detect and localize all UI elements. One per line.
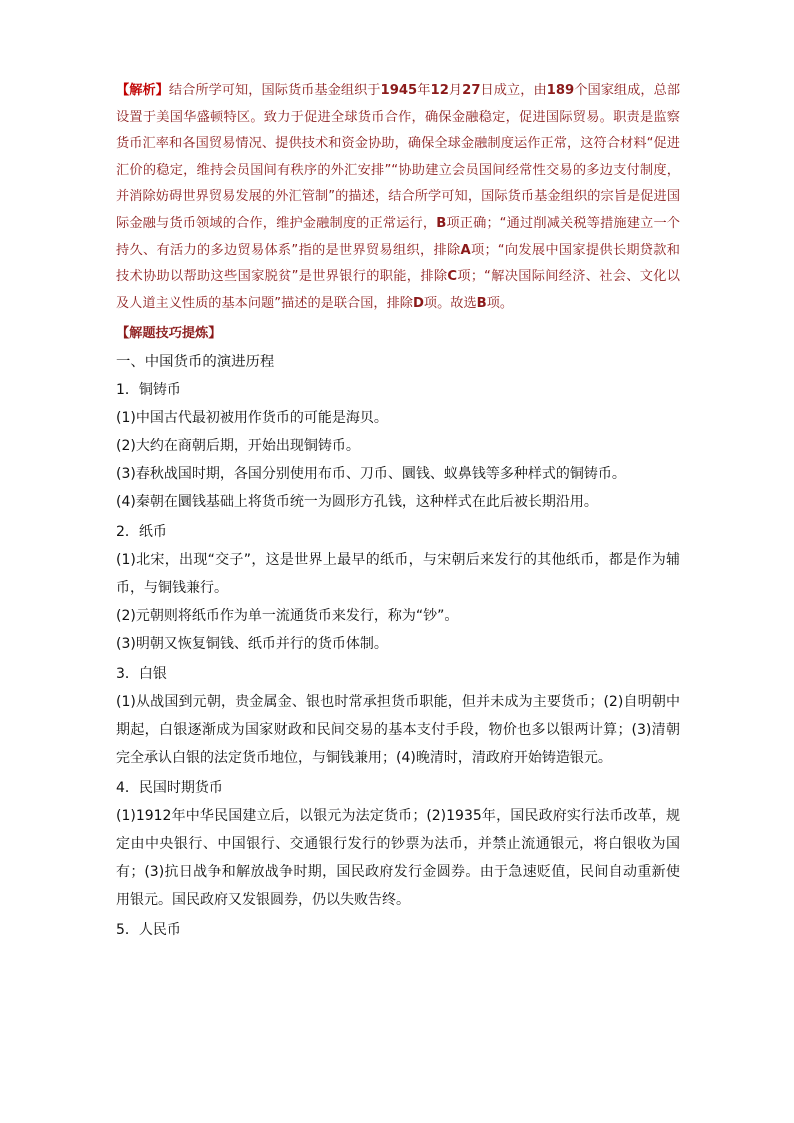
analysis-text-3: 月 — [448, 83, 463, 98]
analysis-text-10: 项。 — [486, 295, 514, 311]
analysis-option-b: B — [436, 215, 447, 231]
analysis-text-1: 结合所学可知，国际货币基金组织于 — [168, 83, 381, 98]
analysis-count: 189 — [546, 83, 575, 98]
list-item: (1)从战国到元朝，贵金属金、银也时常承担货币职能，但并未成为主要货币；(2)自明朝中期起，白银逐渐成为国家财政和民间交易的基本支付手段，物价也多以银两计算；(3)清朝完全承认白银的法定货币地位，与铜钱兼用；(4)晚清时，清政府开始铸造银元。 — [116, 693, 680, 766]
analysis-paragraph — [116, 78, 680, 317]
analysis-option-b-final: B — [476, 295, 487, 311]
list-item: (3)明朝又恢复铜钱、纸币并行的货币体制。 — [116, 635, 388, 652]
analysis-text-6: 项正确；“通过削减关税等措施建立一个持久、有活力的多边贸易体系”指的是世界贸易组织，排除 — [116, 215, 680, 258]
analysis-text-2: 年 — [417, 83, 431, 98]
analysis-year: 1945 — [380, 83, 418, 98]
list-item: (2)大约在商朝后期，开始出现铜铸币。 — [116, 437, 360, 454]
analysis-option-a: A — [460, 242, 471, 258]
section-title-rmb: 5．人民币 — [116, 921, 181, 938]
analysis-day: 27 — [462, 83, 481, 98]
analysis-option-c: C — [447, 269, 458, 285]
list-item: (3)春秋战国时期，各国分别使用布币、刀币、圜钱、蚁鼻钱等多种样式的铜铸币。 — [116, 465, 626, 482]
section-title-republic-era: 4．民国时期货币 — [116, 779, 223, 796]
list-item: (1)1912年中华民国建立后，以银元为法定货币；(2)1935年，国民政府实行法币改革，规定由中央银行、中国银行、交通银行发行的钞票为法币，并禁止流通银元，将白银收为国有；(3)抗日战争和解放战争时期，国民政府发行金圆券。由于急速贬值，民间自动重新使用银元。国民政府又发银圆券，仍以失败告终。 — [116, 807, 680, 908]
list-item: (1)中国古代最初被用作货币的可能是海贝。 — [116, 409, 388, 426]
analysis-month: 12 — [430, 83, 449, 98]
list-item: (4)秦朝在圜钱基础上将货币统一为圆形方孔钱，这种样式在此后被长期沿用。 — [116, 493, 598, 510]
section-title-silver: 3．白银 — [116, 665, 167, 682]
analysis-text-5: 个国家组成，总部设置于美国华盛顿特区。致力于促进全球货币合作，确保金融稳定，促进国际贸易。职责是监察货币汇率和各国贸易情况、提供技术和资金协助，确保全球金融制度运作正常，这符合材料“促进汇价的稳定，维持会员国间有秩序的外汇安排”“协助建立会员国间经常性交易的多边支付制度，并消除妨碍世界贸易发展的外汇管制”的描述，结合所学可知，国际货币基金组织的宗旨是促进国际金融与货币领域的合作，维护金融制度的正常运行， — [116, 83, 681, 231]
analysis-option-d: D — [412, 295, 424, 311]
list-item: (1)北宋，出现“交子”，这是世界上最早的纸币，与宋朝后来发行的其他纸币，都是作为辅币，与铜钱兼行。 — [116, 551, 680, 596]
analysis-text-7: 项；“向发展中国家提供长期贷款和技术协助以帮助这些国家脱贫”是世界银行的职能，排除 — [116, 242, 680, 285]
analysis-tag: 【解析】 — [116, 83, 169, 98]
section-title-copper: 1．铜铸币 — [116, 381, 181, 398]
tips-label: 【解题技巧提炼】 — [116, 326, 222, 342]
analysis-text-8: 项；“解决国际间经济、社会、文化以及人道主义性质的基本问题”描述的是联合国，排除 — [116, 269, 680, 311]
main-heading: 一、中国货币的演进历程 — [116, 353, 275, 370]
list-item: (2)元朝则将纸币作为单一流通货币来发行，称为“钞”。 — [116, 607, 459, 624]
analysis-text-9: 项。故选 — [423, 295, 477, 311]
analysis-text-4: 日成立，由 — [480, 83, 547, 98]
page-content — [116, 78, 680, 944]
section-title-paper-money: 2．纸币 — [116, 523, 167, 540]
